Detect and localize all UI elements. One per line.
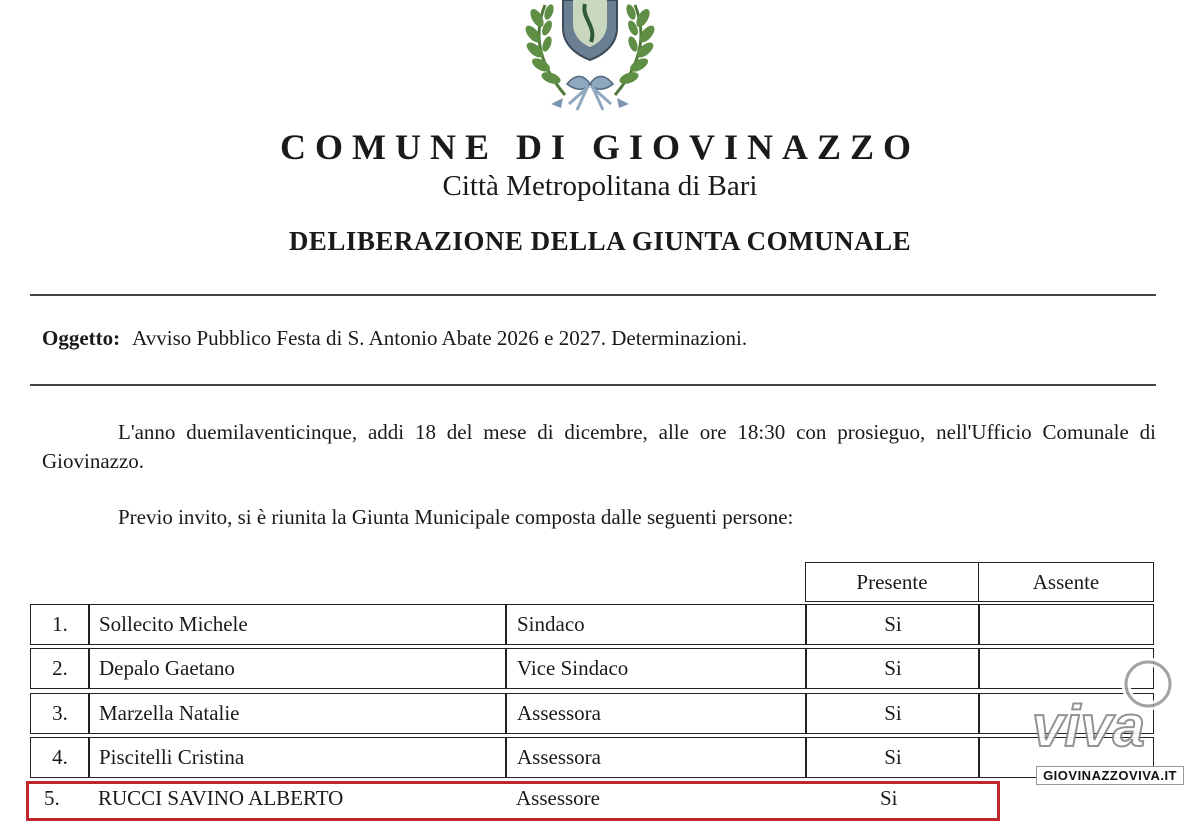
table-row	[30, 693, 1154, 734]
viva-logo-watermark	[1030, 650, 1190, 760]
present-value: Si	[884, 656, 902, 680]
column-header-present: Presente	[805, 562, 979, 602]
member-name: RUCCI SAVINO ALBERTO	[98, 786, 344, 810]
absent-value	[979, 605, 1153, 643]
present-value: Si	[884, 701, 902, 725]
invitation-paragraph: Previo invito, si è riunita la Giunta Municipale composta dalle seguenti persone:	[118, 505, 794, 529]
coat-of-arms-emblem	[505, 0, 675, 118]
municipality-title: COMUNE DI GIOVINAZZO	[279, 127, 921, 167]
member-name: Piscitelli Cristina	[99, 745, 245, 769]
logo-wordmark: viva	[1032, 694, 1145, 759]
table-row	[30, 648, 1154, 689]
document-type-heading: DELIBERAZIONE DELLA GIUNTA COMUNALE	[288, 226, 912, 256]
member-role: Sindaco	[517, 612, 585, 636]
present-value: Si	[884, 745, 902, 769]
subject-line	[42, 326, 747, 351]
member-name: Depalo Gaetano	[99, 656, 235, 680]
member-name: Sollecito Michele	[99, 612, 248, 636]
municipality-subtitle: Città Metropolitana di Bari	[442, 170, 758, 202]
row-number: 2.	[52, 656, 68, 680]
subject-text: Avviso Pubblico Festa di S. Antonio Abate 2026 e 2027. Determinazioni.	[132, 326, 748, 350]
divider	[30, 384, 1156, 386]
divider	[30, 294, 1156, 296]
member-role: Assessore	[516, 786, 600, 810]
member-role: Assessora	[517, 701, 601, 725]
meeting-paragraph: L'anno duemilaventicinque, addi 18 del mese di dicembre, alle ore 18:30 con prosieguo, nell'Ufficio Comunale di Giovinazzo.	[42, 420, 1156, 473]
row-number: 5.	[44, 786, 60, 810]
column-header-absent: Assente	[978, 562, 1154, 602]
table-row	[30, 604, 1154, 645]
watermark-domain: GIOVINAZZOVIVA.IT	[1036, 766, 1184, 785]
member-role: Vice Sindaco	[517, 656, 629, 680]
member-role: Assessora	[517, 745, 601, 769]
subject-label: Oggetto:	[42, 326, 121, 350]
present-value: Si	[880, 786, 898, 810]
highlight-box	[26, 781, 1000, 821]
table-row	[30, 737, 1154, 778]
row-number: 3.	[52, 701, 68, 725]
present-value: Si	[884, 612, 902, 636]
row-number: 1.	[52, 612, 68, 636]
row-number: 4.	[52, 745, 68, 769]
member-name: Marzella Natalie	[99, 701, 240, 725]
